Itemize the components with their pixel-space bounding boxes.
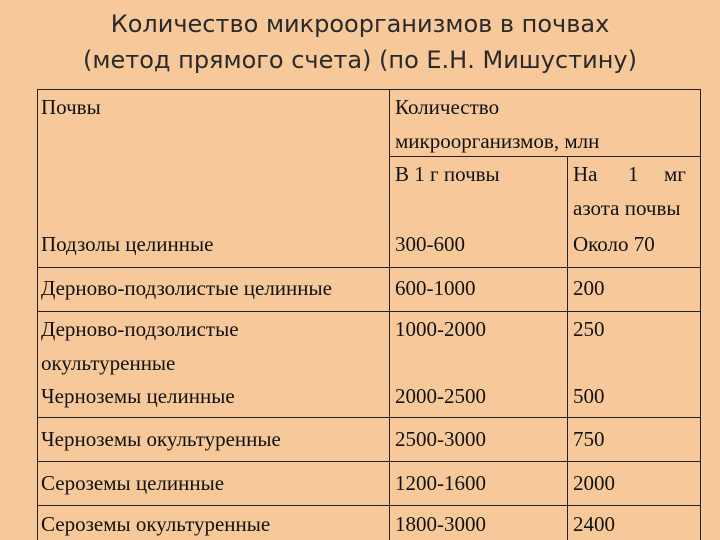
row-1-per-gram: 300-600	[395, 232, 465, 256]
row-2-per-gram: 600-1000	[395, 276, 476, 300]
row-4-per-mg: 500	[573, 384, 605, 408]
header-per-gram: В 1 г почвы	[395, 162, 500, 186]
column-divider	[389, 89, 390, 540]
row-6-per-gram: 1200-1600	[395, 471, 486, 495]
subheader-divider	[389, 156, 700, 157]
row-divider	[37, 461, 700, 462]
row-7-per-mg: 2400	[573, 512, 615, 536]
header-per-mg-one: 1	[628, 162, 639, 186]
header-quantity-line-1: Количество	[395, 95, 500, 119]
title-line-2: (метод прямого счета) (по Е.Н. Мишустину)	[83, 46, 637, 74]
header-per-mg-line-2: азота почвы	[573, 196, 681, 220]
header-soils: Почвы	[41, 95, 101, 119]
row-divider	[37, 505, 700, 506]
row-3-per-mg: 250	[573, 317, 605, 341]
row-5-soil: Черноземы окультуренные	[41, 427, 281, 451]
row-divider	[37, 267, 700, 268]
row-divider	[37, 417, 700, 418]
row-2-soil: Дерново-подзолистые целинные	[41, 276, 332, 300]
row-3-per-gram: 1000-2000	[395, 317, 486, 341]
row-3-soil-line-1: Дерново-подзолистые	[41, 317, 239, 341]
column-divider	[567, 156, 568, 540]
row-divider	[37, 311, 700, 312]
row-3-soil-line-2: окультуренные	[41, 351, 176, 375]
table-border-right	[700, 89, 701, 540]
row-5-per-gram: 2500-3000	[395, 427, 486, 451]
row-1-per-mg: Около 70	[573, 232, 655, 256]
header-quantity-line-2: микроорганизмов, млн	[395, 129, 600, 153]
row-5-per-mg: 750	[573, 427, 605, 451]
row-6-soil: Сероземы целинные	[41, 471, 225, 495]
row-1-soil: Подзолы целинные	[41, 232, 214, 256]
table-border-top	[37, 89, 700, 90]
row-2-per-mg: 200	[573, 276, 605, 300]
header-per-mg-unit: мг	[664, 162, 686, 186]
row-4-soil: Черноземы целинные	[41, 384, 235, 408]
row-6-per-mg: 2000	[573, 471, 615, 495]
row-4-per-gram: 2000-2500	[395, 384, 486, 408]
slide-title	[0, 6, 720, 78]
title-line-1: Количество микроорганизмов в почвах	[110, 10, 610, 38]
header-per-mg-na: На	[573, 162, 598, 186]
row-7-soil: Сероземы окультуренные	[41, 512, 271, 536]
row-7-per-gram: 1800-3000	[395, 512, 486, 536]
